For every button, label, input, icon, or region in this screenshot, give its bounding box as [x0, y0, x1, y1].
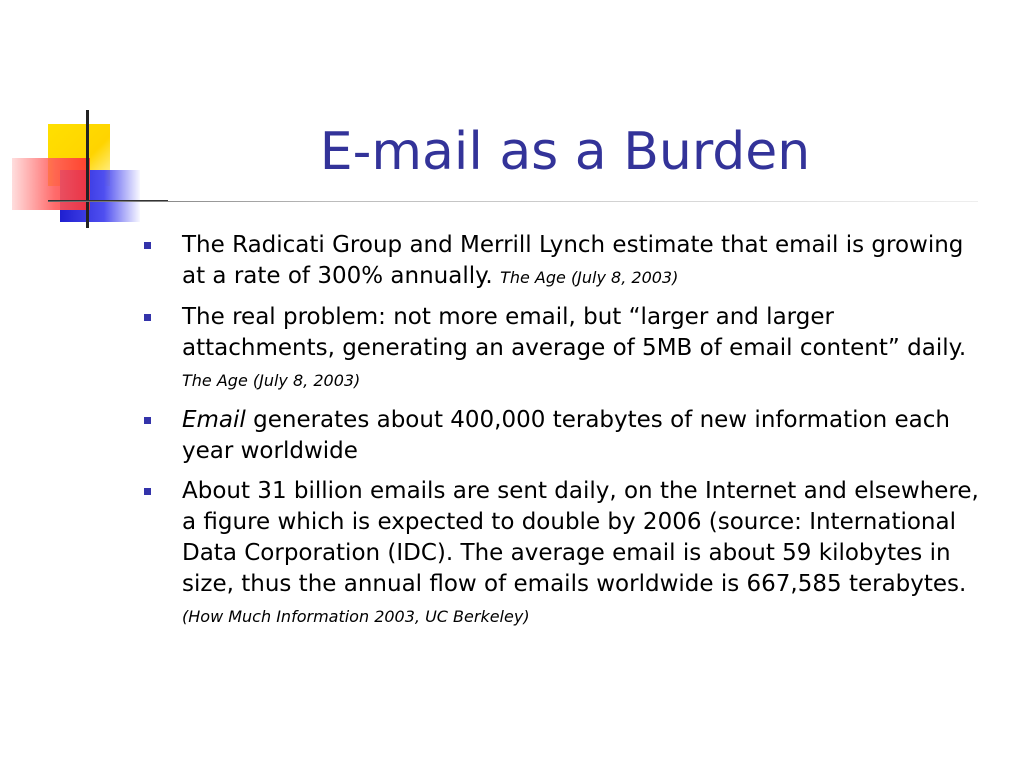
square-bullet-icon — [144, 314, 151, 321]
bullet-text: About 31 billion emails are sent daily, on the Internet and elsewhere, a figure which is expected to double by 2006 (source: International Data Corporation (IDC). The average email is about 59 kilobytes in size, thus the annual flow of emails worldwide is 667,585 terabytes. — [182, 478, 979, 597]
title-rule — [48, 201, 978, 202]
decorative-logo — [0, 0, 160, 240]
bullet-citation: The Age (July 8, 2003) — [500, 268, 679, 287]
bullet-list — [140, 230, 990, 641]
bullet-text: generates about 400,000 terabytes of new information each year worldwide — [182, 407, 950, 464]
bullet-item — [140, 302, 990, 396]
bullet-item — [140, 405, 990, 467]
slide-title: E-mail as a Burden — [319, 122, 811, 182]
bullet-item — [140, 230, 990, 293]
bullet-citation: (How Much Information 2003, UC Berkeley) — [182, 607, 530, 626]
square-bullet-icon — [144, 417, 151, 424]
square-bullet-icon — [144, 488, 151, 495]
bullet-citation: The Age (July 8, 2003) — [182, 371, 361, 390]
bullet-lead-word: Email — [182, 407, 246, 433]
square-bullet-icon — [144, 242, 151, 249]
bullet-text: The real problem: not more email, but “larger and larger attachments, generating an average of 5MB of email content” daily. — [182, 304, 967, 361]
bullet-text: The Radicati Group and Merrill Lynch estimate that email is growing at a rate of 300% annually. — [182, 232, 964, 289]
bullet-item — [140, 476, 990, 632]
